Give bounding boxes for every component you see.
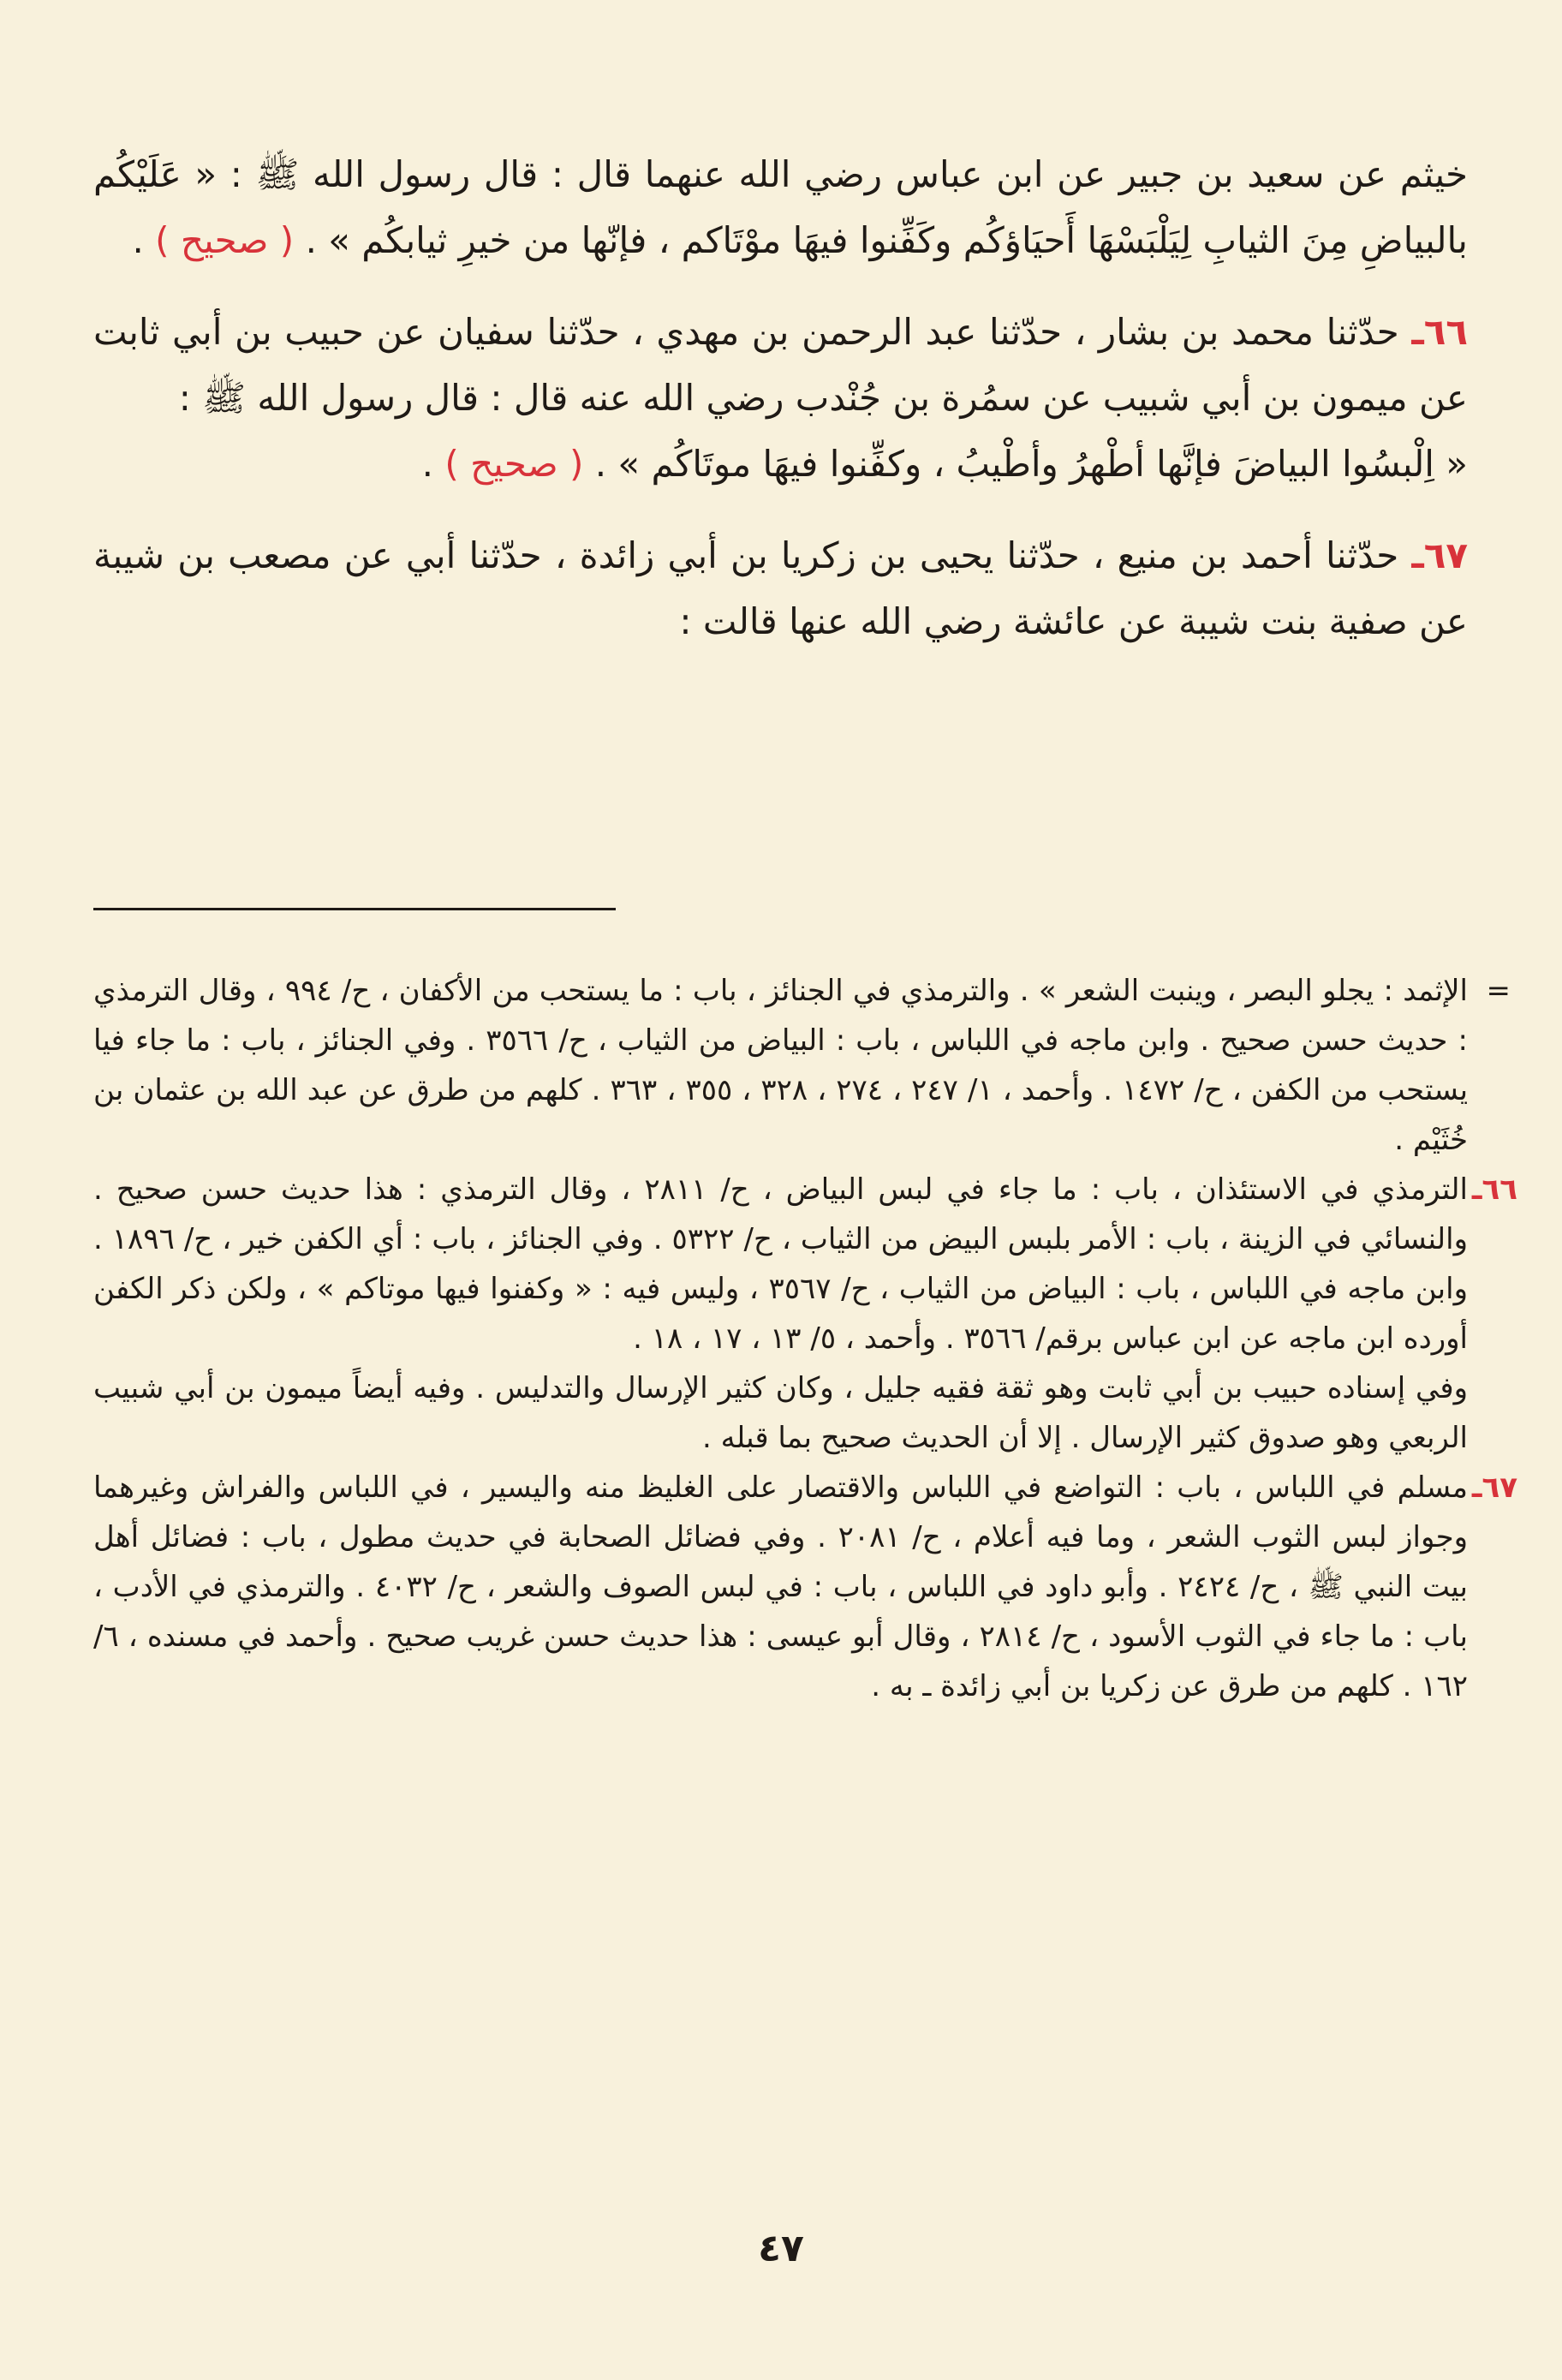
hadith-66-quote: « اِلْبسُوا البياضَ فإنَّها أطْهرُ وأطْيبُ ، وكفِّنوا فيهَا موتَاكُم » . ( صحيح ) . xyxy=(421,443,1468,485)
hadith-67-text: حدّثنا أحمد بن منيع ، حدّثنا يحيى بن زكريا بن أبي زائدة ، حدّثنا أبي عن مصعب بن شيبة عن صفية بنت شيبة عن عائشة رضي الله عنها قالت : xyxy=(93,534,1468,642)
footnote-66-number: ٦٦ـ xyxy=(1471,1172,1517,1207)
footnote-67-number: ٦٧ـ xyxy=(1471,1470,1517,1505)
footnote-separator xyxy=(93,908,616,910)
quote-1: « عَلَيْكُم بالبياضِ مِنَ الثيابِ لِيَلْبَسْهَا أَحيَاؤكُم وكَفِّنوا فيهَا موْتَاكم ، فإنّها من خيرِ ثيابكُم » . xyxy=(93,153,1468,261)
footnote-66-text: الترمذي في الاستئذان ، باب : ما جاء في لبس البياض ، ح/ ٢٨١١ ، وقال الترمذي : هذا حديث حسن صحيح . والنسائي في الزينة ، باب : الأمر بلبس البيض من الثياب ، ح/ ٥٣٢٢ . وفي الجنائز ، باب : أي الكفن خير ، ح/ ١٨٩٦ . وابن ماجه في اللباس ، باب : البياض من الثياب ، ح/ ٣٥٦٧ ، وليس فيه : « وكفنوا فيها موتاكم » ، ولكن ذكر الكفن أورده ابن ماجه عن ابن عباس برقم/ ٣٥٦٦ . وأحمد ، ٥/ ١٣ ، ١٧ ، ١٨ . xyxy=(93,1172,1468,1356)
hadith-67-number: ٦٧ـ xyxy=(1411,534,1468,576)
hadith-66 xyxy=(93,299,1468,431)
main-text xyxy=(93,141,1468,654)
paragraph-intro: خيثم عن سعيد بن جبير عن ابن عباس رضي الله عنهما قال : قال رسول الله ﷺ : « عَلَيْكُم بالبياضِ مِنَ الثيابِ لِيَلْبَسْهَا أَحيَاؤكُم وكَفِّنوا فيهَا موْتَاكم ، فإنّها من خيرِ ثيابكُم » . ( صحيح ) . xyxy=(93,153,1468,261)
hadith-66-text: حدّثنا محمد بن بشار ، حدّثنا عبد الرحمن بن مهدي ، حدّثنا سفيان عن حبيب بن أبي ثابت عن ميمون بن أبي شبيب عن سمُرة بن جُنْدب رضي الله عنه قال : قال رسول الله ﷺ : xyxy=(93,311,1468,419)
quote-2: « اِلْبسُوا البياضَ فإنَّها أطْهرُ وأطْيبُ ، وكفِّنوا فيهَا موتَاكُم » . xyxy=(594,443,1468,485)
footnote-continued-text: الإثمد : يجلو البصر ، وينبت الشعر » . والترمذي في الجنائز ، باب : ما يستحب من الأكفان ، ح/ ٩٩٤ ، وقال الترمذي : حديث حسن صحيح . وابن ماجه في اللباس ، باب : البياض من الثياب ، ح/ ٣٥٦٦ . وفي الجنائز ، باب : ما جاء فيا يستحب من الكفن ، ح/ ١٤٧٢ . وأحمد ، ١/ ٢٤٧ ، ٢٧٤ ، ٣٢٨ ، ٣٥٥ ، ٣٦٣ . كلهم من طرق عن عبد الله بن عثمان بن خُثَيْم . xyxy=(93,974,1469,1157)
footnote-67-text: مسلم في اللباس ، باب : التواضع في اللباس والاقتصار على الغليظ منه واليسير ، في اللباس والفراش وغيرهما وجواز لبس الثوب الشعر ، وما فيه أعلام ، ح/ ٢٠٨١ . وفي فضائل الصحابة في حديث مطول ، باب : فضائل أهل بيت النبي ﷺ ، ح/ ٢٤٢٤ . وأبو داود في اللباس ، باب : في لبس الصوف والشعر ، ح/ ٤٠٣٢ . والترمذي في الأدب ، باب : ما جاء في الثوب الأسود ، ح/ ٢٨١٤ ، وقال أبو عيسى : هذا حديث حسن غريب صحيح . وأحمد في مسنده ، ٦/ ١٦٢ . كلهم من طرق عن زكريا بن أبي زائدة ـ به . xyxy=(93,1470,1469,1703)
intro-line: خيثم عن سعيد بن جبير عن ابن عباس رضي الله عنهما قال : قال رسول الله ﷺ : xyxy=(230,153,1468,195)
grade-1: ( صحيح ) xyxy=(155,219,295,261)
page-number: ٤٧ xyxy=(758,2227,804,2270)
footnote-67 xyxy=(93,1463,1517,1711)
hadith-67 xyxy=(93,522,1468,654)
continuation-mark: = xyxy=(1486,974,1511,1008)
footnote-66-extra xyxy=(93,1363,1468,1463)
grade-2: ( صحيح ) xyxy=(444,443,584,485)
footnote-66-extra-text: وفي إسناده حبيب بن أبي ثابت وهو ثقة فقيه جليل ، وكان كثير الإرسال والتدليس . وفيه أيضاً ميمون بن أبي شبيب الربعي وهو صدوق كثير الإرسال . إلا أن الحديث صحيح بما قبله . xyxy=(93,1371,1468,1455)
hadith-66-number: ٦٦ـ xyxy=(1411,311,1469,353)
footnotes xyxy=(93,966,1517,1711)
footnote-66 xyxy=(93,1165,1517,1363)
footnote-continued xyxy=(93,966,1511,1165)
